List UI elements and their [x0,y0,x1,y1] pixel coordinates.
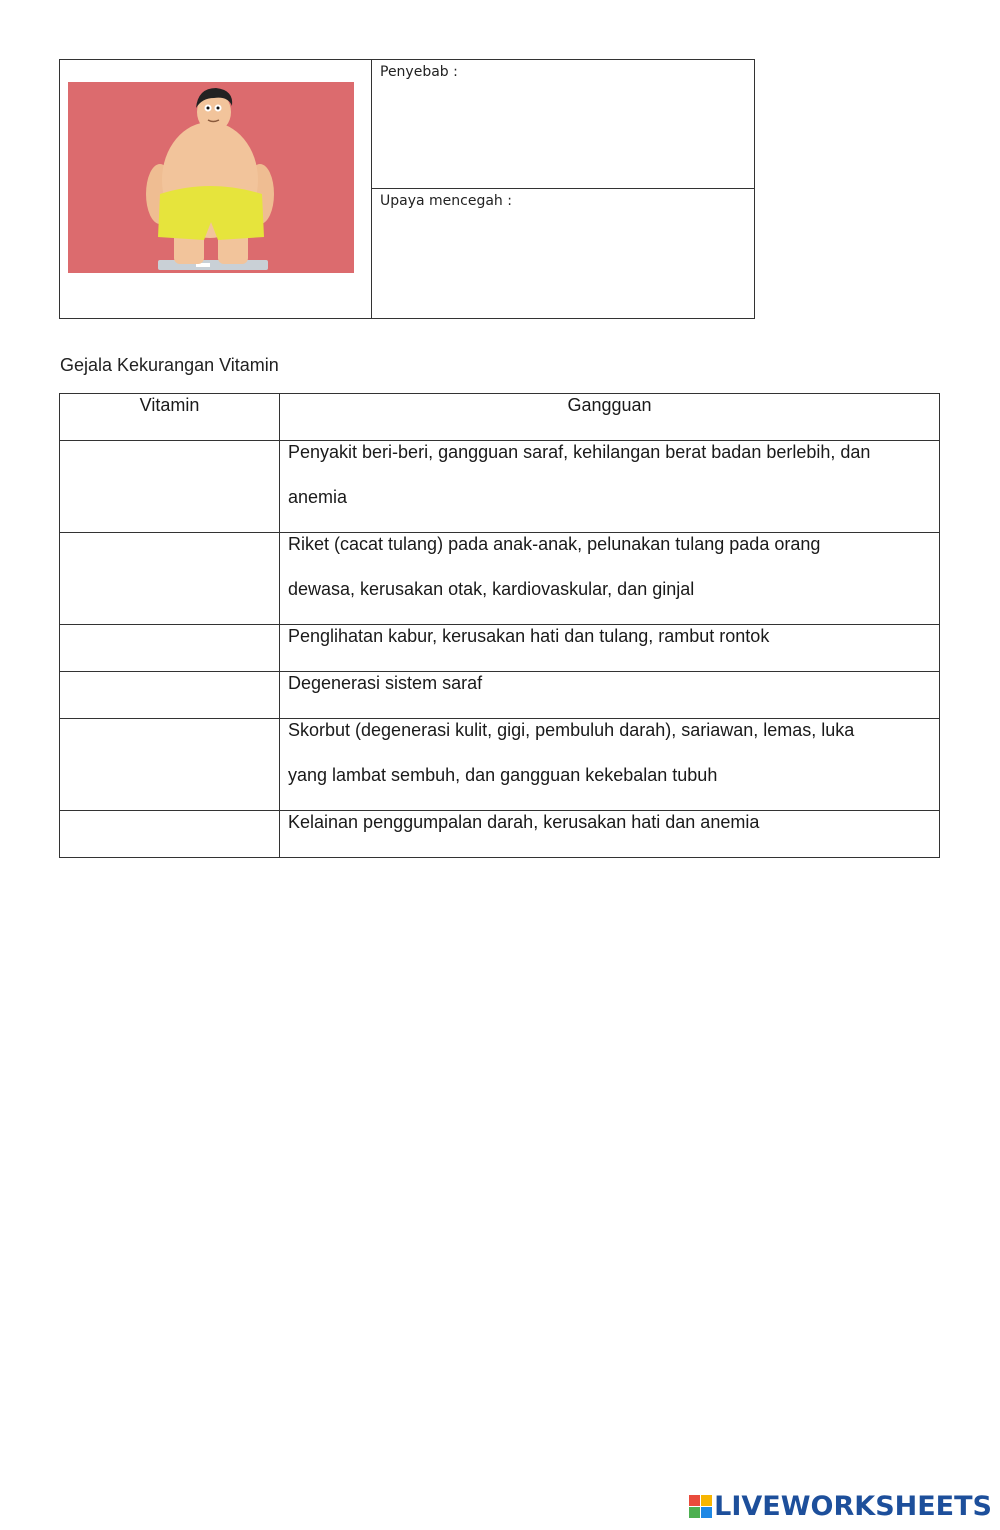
vitamin-answer-cell[interactable] [60,441,280,533]
overweight-boy-icon [68,82,354,273]
upaya-mencegah-cell[interactable] [372,189,754,318]
vitamin-answer-cell[interactable] [60,625,280,672]
vitamin-answer-cell[interactable] [60,533,280,625]
penyebab-label: Penyebab : [380,64,458,80]
vitamin-answer-cell[interactable] [60,672,280,719]
vitamin-table [59,393,940,858]
gangguan-cell [280,811,940,858]
table-row [60,811,940,858]
header-gangguan: Gangguan [280,394,940,441]
gangguan-cell [280,533,940,625]
liveworksheets-logo-icon [689,1495,712,1518]
vitamin-answer-cell[interactable] [60,719,280,811]
gangguan-line: Kelainan penggumpalan darah, kerusakan hati dan anemia [288,812,760,832]
gangguan-line: Degenerasi sistem saraf [288,673,483,693]
liveworksheets-watermark [689,1491,992,1522]
overweight-boy-illustration [68,82,354,273]
gangguan-line: Penyakit beri-beri, gangguan saraf, kehilangan berat badan berlebih, dan [288,442,871,462]
header-vitamin: Vitamin [60,394,280,441]
gangguan-line: yang lambat sembuh, dan gangguan kekebalan tubuh [288,765,718,785]
section-heading: Gejala Kekurangan Vitamin [60,355,279,375]
illustration-cell [60,60,372,318]
vitamin-answer-cell[interactable] [60,811,280,858]
table-row [60,441,940,533]
gangguan-line: anemia [288,487,348,507]
upaya-mencegah-label: Upaya mencegah : [380,193,512,209]
penyebab-cell[interactable] [372,60,754,189]
watermark-text: LIVEWORKSHEETS [714,1491,992,1522]
top-table [59,59,755,319]
table-row [60,533,940,625]
gangguan-line: Penglihatan kabur, kerusakan hati dan tulang, rambut rontok [288,626,770,646]
table-row [60,719,940,811]
gangguan-cell [280,719,940,811]
gangguan-line: Skorbut (degenerasi kulit, gigi, pembuluh darah), sariawan, lemas, luka [288,720,855,740]
gangguan-line: dewasa, kerusakan otak, kardiovaskular, dan ginjal [288,579,695,599]
gangguan-cell [280,441,940,533]
gangguan-line: Riket (cacat tulang) pada anak-anak, pelunakan tulang pada orang [288,534,821,554]
